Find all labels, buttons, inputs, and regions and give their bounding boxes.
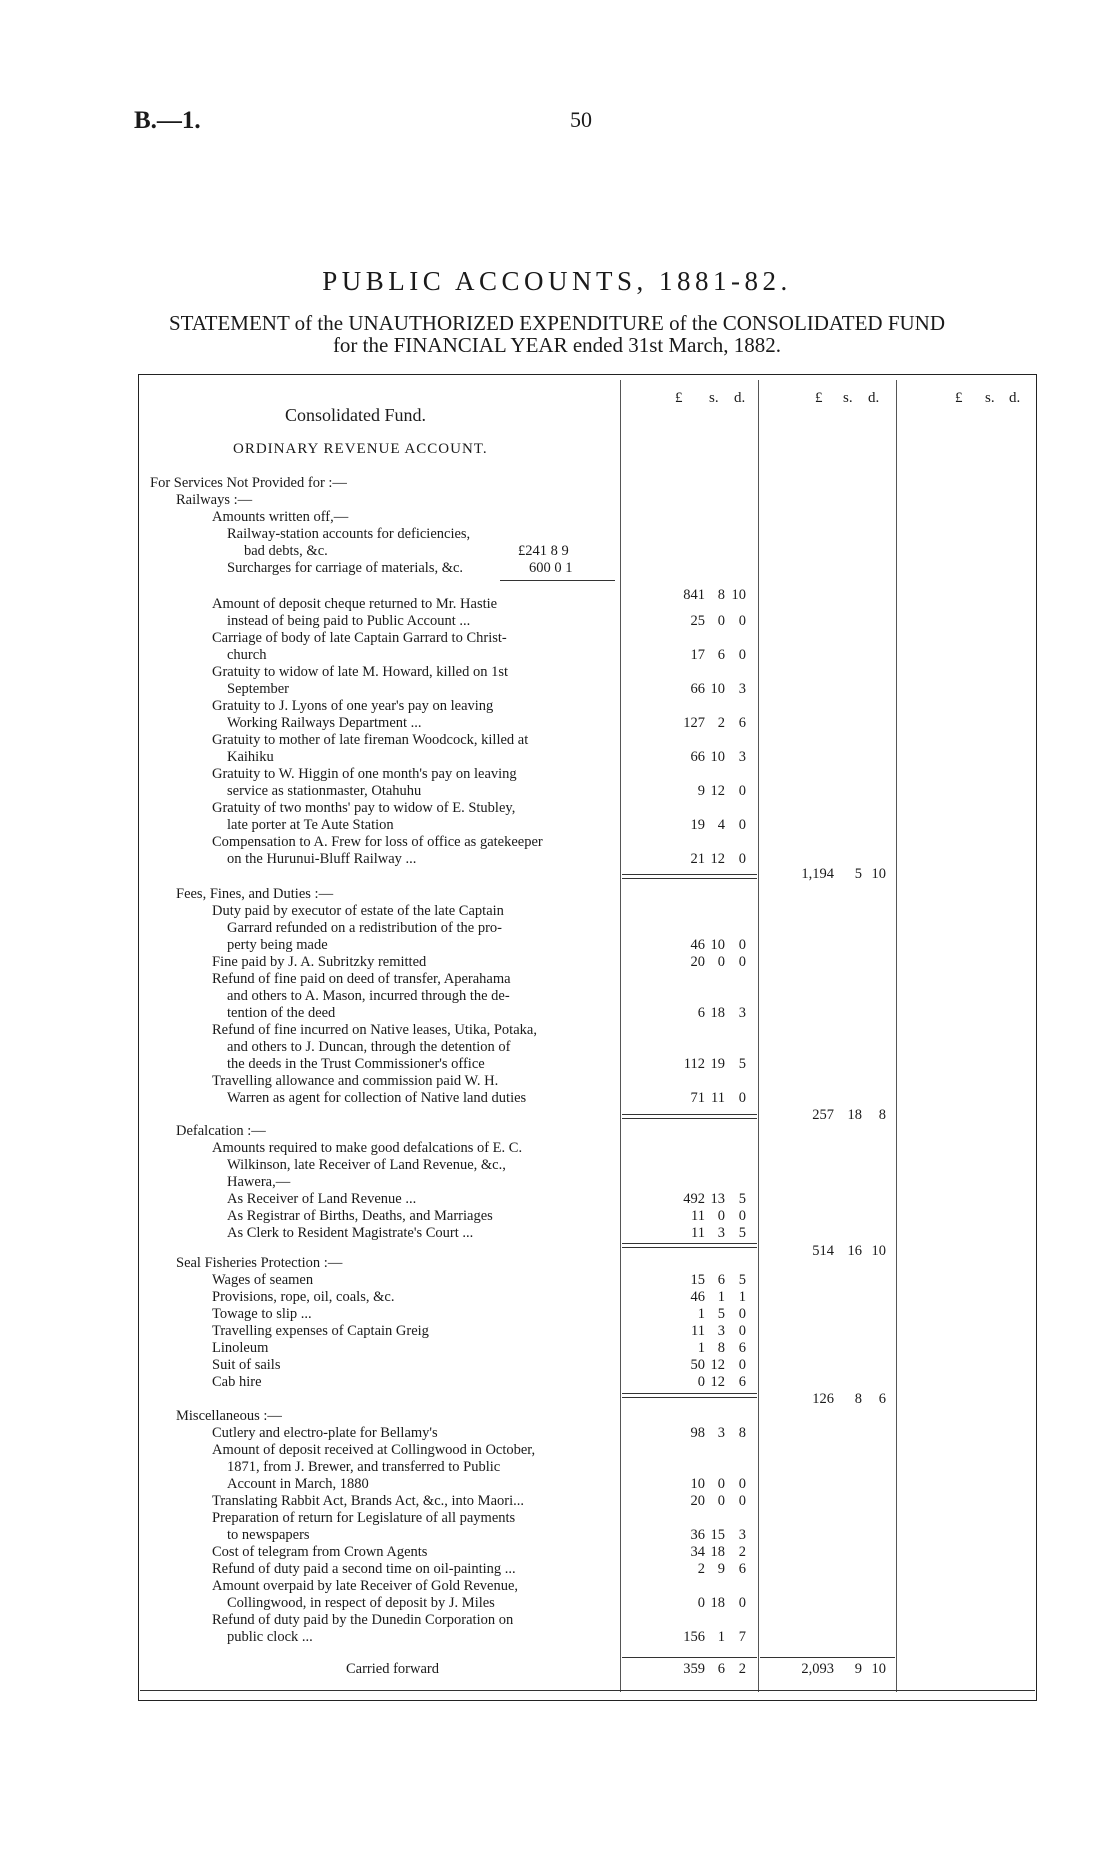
carried-forward-label: Carried forward xyxy=(346,1661,439,1677)
item-amount-pounds: 66 xyxy=(690,749,705,765)
group-heading-defalcation: Defalcation :— xyxy=(176,1123,266,1139)
item-amount-pence: 6 xyxy=(738,1561,746,1577)
group-heading-seal: Seal Fisheries Protection :— xyxy=(176,1255,343,1271)
col3-shillings-header: s. xyxy=(985,390,995,406)
item-amount-pounds: 2 xyxy=(697,1561,705,1577)
item-line: Gratuity to widow of late M. Howard, killed on 1st xyxy=(212,664,508,680)
col2-pence-header: d. xyxy=(868,390,880,406)
item-amount-shillings: 15 xyxy=(710,1527,725,1543)
page-number: 50 xyxy=(570,107,592,132)
account-title: ORDINARY REVENUE ACCOUNT. xyxy=(233,441,488,457)
page-title: PUBLIC ACCOUNTS, 1881-82. xyxy=(322,266,792,296)
item-amount-shillings: 3 xyxy=(717,1323,725,1339)
item-amount-pounds: 50 xyxy=(690,1357,705,1373)
item-amount-pence: 0 xyxy=(738,647,746,663)
item-line: Kaihiku xyxy=(227,749,274,765)
item-amount-shillings: 19 xyxy=(710,1056,725,1072)
item-amount-pounds: 19 xyxy=(690,817,705,833)
subheading: Amounts written off,— xyxy=(212,509,349,525)
item-amount-shillings: 12 xyxy=(710,1357,725,1373)
item-line: Amount of deposit received at Collingwood in October, xyxy=(212,1442,536,1458)
item-line: service as stationmaster, Otahuhu xyxy=(227,783,422,799)
group-heading-misc: Miscellaneous :— xyxy=(176,1408,282,1424)
item-line: As Clerk to Resident Magistrate's Court ... xyxy=(227,1225,474,1241)
column-divider xyxy=(620,380,621,1692)
item-amount-pence: 2 xyxy=(738,1544,746,1560)
carried-forward-col1-pence: 2 xyxy=(738,1661,746,1677)
item-line: instead of being paid to Public Account ... xyxy=(227,613,471,629)
group-total-fees-pence: 8 xyxy=(878,1107,886,1123)
item-amount-pence: 5 xyxy=(738,1272,746,1288)
carried-forward-col1-shillings: 6 xyxy=(717,1661,725,1677)
item-line: Refund of fine incurred on Native leases, Utika, Potaka, xyxy=(212,1022,537,1038)
item-amount-pounds: 156 xyxy=(683,1629,705,1645)
item-amount-pounds: 0 xyxy=(697,1595,705,1611)
item-amount-pounds: 46 xyxy=(690,937,705,953)
item-line: Wages of seamen xyxy=(212,1272,314,1288)
group-total-defalcation-shillings: 16 xyxy=(847,1243,862,1259)
item-amount-pounds: 0 xyxy=(697,1374,705,1390)
item-line: Cutlery and electro-plate for Bellamy's xyxy=(212,1425,438,1441)
ruled-line xyxy=(622,1243,757,1248)
item-amount-shillings: 3 xyxy=(717,1425,725,1441)
item-amount-shillings: 6 xyxy=(717,647,725,663)
ruled-line xyxy=(622,1114,757,1119)
item-amount-pounds: 46 xyxy=(690,1289,705,1305)
item-line: Provisions, rope, oil, coals, &c. xyxy=(212,1289,395,1305)
item-amount-pounds: 11 xyxy=(691,1225,705,1241)
item-line: Gratuity to W. Higgin of one month's pay on leaving xyxy=(212,766,517,782)
item-line: Refund of duty paid a second time on oil-painting ... xyxy=(212,1561,516,1577)
item-line: to newspapers xyxy=(227,1527,310,1543)
item-amount-pence: 3 xyxy=(738,1527,746,1543)
item-amount-pounds: 1 xyxy=(697,1340,705,1356)
item-amount-shillings: 0 xyxy=(717,1208,725,1224)
group-total-seal-pence: 6 xyxy=(878,1391,886,1407)
subtotal-shillings: 8 xyxy=(717,587,725,603)
item-amount-pounds: 25 xyxy=(690,613,705,629)
ruled-line xyxy=(500,580,615,581)
item-line: Garrard refunded on a redistribution of the pro- xyxy=(227,920,502,936)
item-amount-shillings: 18 xyxy=(710,1544,725,1560)
item-amount-pounds: 98 xyxy=(690,1425,705,1441)
item-amount-pounds: 112 xyxy=(683,1056,705,1072)
item-line: church xyxy=(227,647,267,663)
group-total-fees-shillings: 18 xyxy=(847,1107,862,1123)
group-total-seal-pounds: 126 xyxy=(812,1391,834,1407)
item-line: the deeds in the Trust Commissioner's office xyxy=(227,1056,485,1072)
inline-amount: £241 8 9 xyxy=(518,543,569,559)
item-amount-pence: 0 xyxy=(738,1090,746,1106)
item-amount-shillings: 4 xyxy=(717,817,725,833)
item-amount-shillings: 12 xyxy=(710,783,725,799)
column-divider xyxy=(758,380,759,1692)
item-line: As Registrar of Births, Deaths, and Marriages xyxy=(227,1208,493,1224)
item-amount-shillings: 0 xyxy=(717,1476,725,1492)
item-amount-pence: 0 xyxy=(738,817,746,833)
item-amount-shillings: 5 xyxy=(717,1306,725,1322)
item-line: bad debts, &c. xyxy=(244,543,328,559)
item-amount-pence: 6 xyxy=(738,1374,746,1390)
item-line: Travelling allowance and commission paid W. H. xyxy=(212,1073,499,1089)
item-line: tention of the deed xyxy=(227,1005,336,1021)
item-amount-shillings: 13 xyxy=(710,1191,725,1207)
item-amount-pounds: 71 xyxy=(690,1090,705,1106)
item-amount-pence: 3 xyxy=(738,1005,746,1021)
ruled-line xyxy=(622,1393,757,1398)
item-amount-pence: 0 xyxy=(738,1323,746,1339)
item-line: Preparation of return for Legislature of all payments xyxy=(212,1510,516,1526)
section-title: Consolidated Fund. xyxy=(285,405,427,425)
item-line: Cost of telegram from Crown Agents xyxy=(212,1544,428,1560)
col3-pounds-header: £ xyxy=(955,390,963,406)
ruled-line xyxy=(760,1657,895,1658)
item-amount-pounds: 11 xyxy=(691,1208,705,1224)
item-amount-pounds: 11 xyxy=(691,1323,705,1339)
item-line: Surcharges for carriage of materials, &c. xyxy=(227,560,464,576)
item-line: Hawera,— xyxy=(227,1174,291,1190)
item-line: Translating Rabbit Act, Brands Act, &c., into Maori... xyxy=(212,1493,524,1509)
item-amount-pounds: 17 xyxy=(690,647,705,663)
item-line: Linoleum xyxy=(212,1340,269,1356)
item-line: As Receiver of Land Revenue ... xyxy=(227,1191,417,1207)
group-total-defalcation-pounds: 514 xyxy=(812,1243,834,1259)
ruled-line xyxy=(622,1657,757,1658)
col2-shillings-header: s. xyxy=(843,390,853,406)
item-amount-pounds: 66 xyxy=(690,681,705,697)
item-line: Gratuity to J. Lyons of one year's pay on leaving xyxy=(212,698,494,714)
item-amount-pence: 3 xyxy=(738,681,746,697)
col1-pence-header: d. xyxy=(734,390,746,406)
item-amount-pence: 1 xyxy=(738,1289,746,1305)
item-amount-pence: 8 xyxy=(738,1425,746,1441)
group-total-railways-pence: 10 xyxy=(871,866,886,882)
statement-heading-line-1: STATEMENT of the UNAUTHORIZED EXPENDITURE of the CONSOLIDATED FUND xyxy=(168,311,946,335)
subtotal-pence: 10 xyxy=(731,587,746,603)
ruled-line xyxy=(140,1690,1035,1691)
group-total-defalcation-pence: 10 xyxy=(871,1243,886,1259)
item-amount-pounds: 9 xyxy=(697,783,705,799)
item-line: Carriage of body of late Captain Garrard to Christ- xyxy=(212,630,507,646)
item-amount-pence: 0 xyxy=(738,1476,746,1492)
item-line: September xyxy=(227,681,290,697)
item-amount-shillings: 12 xyxy=(710,851,725,867)
item-amount-pounds: 20 xyxy=(690,1493,705,1509)
item-amount-pounds: 36 xyxy=(690,1527,705,1543)
item-amount-pence: 0 xyxy=(738,1357,746,1373)
item-amount-pence: 6 xyxy=(738,1340,746,1356)
inline-amount: 600 0 1 xyxy=(529,560,573,576)
item-amount-pence: 0 xyxy=(738,1208,746,1224)
item-line: Amount overpaid by late Receiver of Gold Revenue, xyxy=(212,1578,519,1594)
carried-forward-col2-pounds: 2,093 xyxy=(801,1661,834,1677)
subtotal-pounds: 841 xyxy=(683,587,705,603)
item-amount-shillings: 11 xyxy=(711,1090,725,1106)
item-amount-shillings: 0 xyxy=(717,954,725,970)
item-line: Suit of sails xyxy=(212,1357,281,1373)
item-amount-pounds: 1 xyxy=(697,1306,705,1322)
item-amount-pence: 0 xyxy=(738,937,746,953)
item-amount-pounds: 34 xyxy=(690,1544,705,1560)
item-line: Fine paid by J. A. Subritzky remitted xyxy=(212,954,427,970)
item-line: Amounts required to make good defalcations of E. C. xyxy=(212,1140,523,1156)
item-line: Refund of fine paid on deed of transfer, Aperahama xyxy=(212,971,511,987)
item-line: on the Hurunui-Bluff Railway ... xyxy=(227,851,417,867)
item-amount-pence: 5 xyxy=(738,1056,746,1072)
item-line: Travelling expenses of Captain Greig xyxy=(212,1323,429,1339)
group-total-seal-shillings: 8 xyxy=(854,1391,862,1407)
item-line: 1871, from J. Brewer, and transferred to Public xyxy=(227,1459,501,1475)
item-amount-pence: 0 xyxy=(738,1306,746,1322)
carried-forward-col2-pence: 10 xyxy=(871,1661,886,1677)
item-amount-pounds: 21 xyxy=(690,851,705,867)
item-amount-pence: 5 xyxy=(738,1191,746,1207)
item-line: Railway-station accounts for deficiencies, xyxy=(227,526,471,542)
item-amount-pounds: 20 xyxy=(690,954,705,970)
item-amount-pence: 0 xyxy=(738,954,746,970)
item-amount-shillings: 1 xyxy=(717,1289,725,1305)
item-line: Refund of duty paid by the Dunedin Corporation on xyxy=(212,1612,514,1628)
group-total-railways-shillings: 5 xyxy=(854,866,862,882)
item-line: Amount of deposit cheque returned to Mr. Hastie xyxy=(212,596,498,612)
item-line: Duty paid by executor of estate of the late Captain xyxy=(212,903,504,919)
col3-pence-header: d. xyxy=(1009,390,1021,406)
item-amount-shillings: 10 xyxy=(710,937,725,953)
col1-pounds-header: £ xyxy=(675,390,683,406)
item-amount-pence: 5 xyxy=(738,1225,746,1241)
item-line: Gratuity to mother of late fireman Woodcock, killed at xyxy=(212,732,529,748)
item-line: Gratuity of two months' pay to widow of E. Stubley, xyxy=(212,800,516,816)
item-amount-shillings: 18 xyxy=(710,1595,725,1611)
col1-shillings-header: s. xyxy=(709,390,719,406)
item-amount-pounds: 10 xyxy=(690,1476,705,1492)
item-amount-pence: 3 xyxy=(738,749,746,765)
document-reference: B.—1. xyxy=(134,107,201,134)
item-amount-pence: 7 xyxy=(738,1629,746,1645)
item-line: Compensation to A. Frew for loss of office as gatekeeper xyxy=(212,834,543,850)
carried-forward-col1-pounds: 359 xyxy=(683,1661,705,1677)
item-line: and others to A. Mason, incurred through the de- xyxy=(227,988,510,1004)
carried-forward-col2-shillings: 9 xyxy=(854,1661,862,1677)
item-amount-shillings: 9 xyxy=(717,1561,725,1577)
item-line: public clock ... xyxy=(227,1629,313,1645)
item-line: Towage to slip ... xyxy=(212,1306,312,1322)
group-total-railways-pounds: 1,194 xyxy=(801,866,834,882)
item-amount-pence: 0 xyxy=(738,851,746,867)
item-line: Wilkinson, late Receiver of Land Revenue, &c., xyxy=(227,1157,506,1173)
item-amount-shillings: 0 xyxy=(717,613,725,629)
ruled-line xyxy=(622,874,757,879)
item-line: Working Railways Department ... xyxy=(227,715,422,731)
item-amount-pence: 0 xyxy=(738,613,746,629)
item-amount-shillings: 12 xyxy=(710,1374,725,1390)
item-amount-shillings: 18 xyxy=(710,1005,725,1021)
item-amount-pence: 0 xyxy=(738,783,746,799)
group-heading-fees: Fees, Fines, and Duties :— xyxy=(176,886,334,902)
group-total-fees-pounds: 257 xyxy=(812,1107,834,1123)
item-amount-shillings: 10 xyxy=(710,681,725,697)
item-line: perty being made xyxy=(227,937,328,953)
main-heading: For Services Not Provided for :— xyxy=(150,475,347,491)
item-line: and others to J. Duncan, through the detention of xyxy=(227,1039,511,1055)
item-line: Cab hire xyxy=(212,1374,262,1390)
item-amount-shillings: 8 xyxy=(717,1340,725,1356)
item-amount-pounds: 492 xyxy=(683,1191,705,1207)
item-amount-pence: 0 xyxy=(738,1595,746,1611)
item-amount-pence: 6 xyxy=(738,715,746,731)
item-amount-shillings: 6 xyxy=(717,1272,725,1288)
statement-heading-line-2: for the FINANCIAL YEAR ended 31st March, 1882. xyxy=(332,333,782,357)
item-line: Collingwood, in respect of deposit by J. Miles xyxy=(227,1595,495,1611)
col2-pounds-header: £ xyxy=(815,390,823,406)
item-amount-shillings: 3 xyxy=(717,1225,725,1241)
item-amount-shillings: 10 xyxy=(710,749,725,765)
group-heading-railways: Railways :— xyxy=(176,492,253,508)
item-line: Account in March, 1880 xyxy=(227,1476,369,1492)
column-divider xyxy=(896,380,897,1692)
item-amount-shillings: 1 xyxy=(717,1629,725,1645)
item-line: Warren as agent for collection of Native land duties xyxy=(227,1090,527,1106)
item-line: late porter at Te Aute Station xyxy=(227,817,394,833)
item-amount-pounds: 6 xyxy=(697,1005,705,1021)
item-amount-pounds: 127 xyxy=(683,715,705,731)
item-amount-shillings: 0 xyxy=(717,1493,725,1509)
item-amount-shillings: 2 xyxy=(717,715,725,731)
item-amount-pence: 0 xyxy=(738,1493,746,1509)
item-amount-pounds: 15 xyxy=(690,1272,705,1288)
